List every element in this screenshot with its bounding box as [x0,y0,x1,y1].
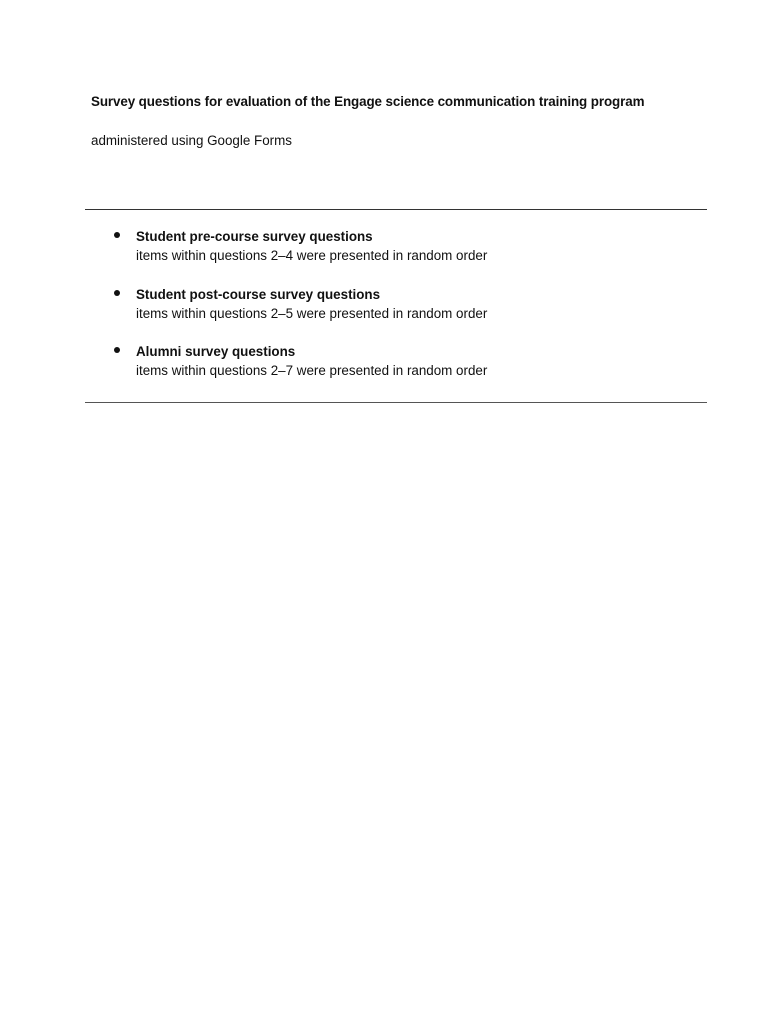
survey-note: items within questions 2–7 were presented in random order [136,363,488,378]
list-item [0,343,770,401]
survey-note: items within questions 2–4 were presented in random order [136,248,488,263]
document-subtitle: administered using Google Forms [91,133,292,148]
document-title: Survey questions for evaluation of the Engage science communication training program [91,94,645,109]
bottom-divider [85,402,707,403]
survey-note: items within questions 2–5 were presented in random order [136,305,488,321]
bullet-icon [114,232,120,238]
survey-title: Alumni survey questions [136,344,296,359]
bullet-icon [114,347,120,353]
bullet-icon [114,290,120,296]
survey-title: Student post-course survey questions [136,286,381,302]
survey-list [0,228,770,401]
survey-title: Student pre-course survey questions [136,229,373,244]
top-divider [85,209,707,210]
list-item [0,228,770,286]
list-item [0,286,770,344]
